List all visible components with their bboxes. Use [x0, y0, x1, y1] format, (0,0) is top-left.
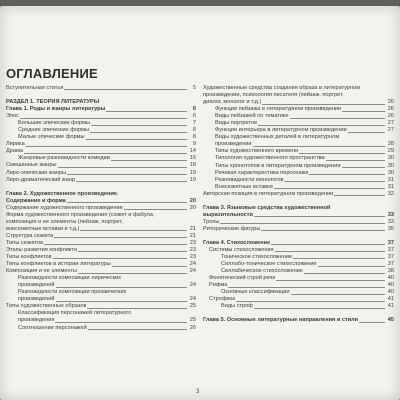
toc-leader-line: [261, 230, 385, 231]
toc-entry-title: Фонетический строй речи: [209, 275, 276, 282]
toc-entry-title: Строфика: [209, 296, 236, 303]
toc-entry: [203, 92, 394, 99]
toc-entry: [203, 275, 394, 282]
toc-heading: [6, 191, 196, 198]
toc-entry: [6, 310, 196, 317]
toc-leader-line: [258, 125, 385, 126]
toc-heading: [203, 212, 394, 219]
toc-entry: [203, 99, 394, 106]
toc-entry-title: Основные классификации: [221, 289, 290, 296]
toc-entry-title: произведений: [18, 282, 55, 289]
toc-entry-title: Глава 2. Художественное произведение.: [6, 190, 119, 197]
toc-leader-line: [111, 160, 187, 161]
section-gap: [203, 310, 394, 317]
toc-entry-title: Художественные средства создания образа в литературном: [203, 85, 361, 91]
toc-page-number: 8: [192, 134, 196, 141]
toc-heading: [6, 198, 196, 205]
toc-page-number: 14: [189, 148, 196, 155]
toc-page-number: 20: [189, 197, 196, 204]
toc-leader-line: [80, 230, 187, 231]
toc-page-number: 24: [189, 282, 196, 289]
toc-entry-title: Глава 3. Языковые средства художественной: [203, 204, 331, 211]
toc-entry: [203, 106, 394, 113]
toc-entry-title: Структура сюжета: [6, 232, 54, 239]
toc-entry: [203, 177, 394, 184]
toc-page-number: 31: [387, 183, 394, 190]
toc-entry: [6, 240, 196, 247]
toc-entry-title: Разновидности монологов: [215, 176, 284, 183]
toc-leader-line: [274, 188, 385, 189]
toc-entry: [6, 141, 196, 148]
toc-entry: [6, 233, 196, 240]
toc-entry: [203, 134, 394, 141]
toc-entry: [6, 303, 196, 310]
toc-page-number: 30: [387, 162, 394, 169]
toc-entry: [203, 120, 394, 127]
toc-entry-title: Лирика: [6, 141, 25, 148]
toc-entry: [6, 162, 196, 169]
toc-entry-title: Типология художественного пространства: [215, 155, 325, 162]
toc-page-number: 45: [387, 317, 394, 324]
toc-page-number: 21: [189, 232, 196, 239]
toc-entry-title: Разновидности композиции прозаических: [18, 289, 127, 296]
toc-leader-line: [290, 118, 385, 119]
toc-entry-title: Композиция и ее элементы: [6, 268, 78, 275]
toc-page-number: 19: [189, 169, 196, 176]
toc-entry: [203, 163, 394, 170]
toc-entry: [203, 303, 394, 310]
toc-leader-line: [304, 273, 385, 274]
toc-entry: [203, 170, 394, 177]
page-title: ОГЛАВЛЕНИЕ: [6, 66, 98, 81]
toc-page-number: 8: [192, 127, 196, 134]
toc-page-number: 23: [189, 239, 196, 246]
toc-page-number: 30: [387, 169, 394, 176]
toc-page-number: 38: [387, 268, 394, 275]
toc-page-number: 7: [192, 120, 196, 127]
toc-leader-line: [291, 294, 385, 295]
toc-entry: [203, 282, 394, 289]
toc-entry: [6, 296, 196, 303]
toc-entry: [6, 254, 196, 261]
toc-page-number: 27: [387, 120, 394, 127]
page-number: 3: [196, 389, 200, 395]
toc-leader-line: [254, 216, 385, 217]
toc-leader-line: [58, 167, 187, 168]
toc-entry: [203, 261, 394, 268]
toc-leader-line: [262, 104, 385, 105]
toc-entry-title: Малые эпические формы: [18, 134, 85, 141]
toc-entry-title: Виды пейзажей по тематике: [215, 113, 289, 120]
toc-entry: [6, 85, 196, 92]
toc-leader-line: [276, 280, 385, 281]
toc-heading: [203, 240, 394, 247]
toc-page-number: 33: [387, 218, 394, 225]
toc-page-number: 28: [387, 141, 394, 148]
toc-entry: [6, 261, 196, 268]
toc-entry-title: Рифма: [209, 282, 228, 289]
toc-leader-line: [228, 287, 385, 288]
toc-leader-line: [67, 174, 187, 175]
toc-leader-line: [342, 111, 385, 112]
toc-leader-line: [56, 287, 187, 288]
toc-heading: [203, 205, 394, 212]
toc-entry-title: Разновидности композиции лирических: [18, 275, 122, 282]
toc-leader-line: [236, 301, 385, 302]
toc-page-number: 26: [189, 324, 196, 331]
toc-page-number: 24: [189, 261, 196, 268]
toc-leader-line: [254, 308, 385, 309]
toc-entry: [6, 289, 196, 296]
toc-entry: [203, 226, 394, 233]
toc-leader-line: [76, 181, 187, 182]
toc-entry-title: Типы художественных образов: [6, 303, 87, 310]
toc-entry-title: диалог, монолог и т.д.): [203, 99, 262, 106]
toc-page-number: 29: [387, 148, 394, 155]
toc-right-column: [203, 85, 394, 324]
toc-leader-line: [275, 251, 385, 252]
toc-leader-line: [284, 181, 385, 182]
toc-entry-title: Тоническое стихосложение: [221, 254, 293, 261]
toc-page-number: 37: [387, 254, 394, 261]
toc-page-number: 33: [387, 211, 394, 218]
toc-page-number: 9: [192, 141, 196, 148]
toc-page-number: 24: [189, 268, 196, 275]
toc-page-number: 23: [189, 254, 196, 261]
toc-entry: [6, 205, 196, 212]
toc-page-number: 27: [387, 127, 394, 134]
toc-entry: [6, 155, 196, 162]
toc-entry-title: Типы хронотопов в литературном произведении: [215, 162, 341, 169]
toc-leader-line: [44, 244, 187, 245]
toc-page-number: 5: [192, 85, 196, 91]
toc-page-number: 40: [387, 275, 394, 282]
section-gap: [203, 198, 394, 205]
toc-entry-title: Виды художественных деталей в литературном: [215, 134, 340, 141]
toc-leader-line: [20, 118, 187, 119]
toc-entry-title: Эпос: [6, 113, 19, 120]
toc-entry-title: Этапы развития конфликта: [6, 246, 78, 253]
toc-entry: [6, 127, 196, 134]
toc-entry-title: Средние эпические формы: [18, 127, 90, 134]
toc-leader-line: [342, 167, 385, 168]
toc-page-number: 26: [387, 106, 394, 113]
toc-leader-line: [86, 139, 187, 140]
toc-page-number: 25: [189, 303, 196, 310]
toc-leader-line: [220, 223, 385, 224]
toc-leader-line: [78, 273, 187, 274]
toc-left-column: [6, 85, 196, 332]
toc-leader-line: [91, 125, 187, 126]
toc-leader-line: [112, 266, 187, 267]
toc-entry: [6, 226, 196, 233]
toc-entry: [6, 113, 196, 120]
toc-entry-title: Содержание и форма: [6, 197, 66, 204]
toc-entry-title: Лиро-эпические жанры: [6, 169, 67, 176]
section-gap: [203, 233, 394, 240]
toc-entry-title: Смешанные жанры: [6, 162, 57, 169]
toc-entry-title: Лиро-драматический жанр: [6, 176, 76, 183]
toc-leader-line: [334, 195, 385, 196]
toc-page-number: 6: [192, 106, 196, 113]
toc-page-number: 19: [189, 176, 196, 183]
toc-entry-title: Жанровые разновидности комедии: [18, 155, 110, 162]
toc-entry: [203, 85, 394, 92]
toc-entry-title: Глава 4. Стихосложение: [203, 239, 271, 246]
toc-entry-title: Силлабо-тоническое стихосложение: [221, 261, 317, 268]
toc-entry: [203, 219, 394, 226]
toc-entry: [6, 170, 196, 177]
toc-entry: [6, 247, 196, 254]
toc-leader-line: [67, 202, 187, 203]
toc-heading: [6, 106, 196, 113]
toc-leader-line: [299, 153, 385, 154]
toc-leader-line: [359, 322, 385, 323]
toc-leader-line: [293, 258, 385, 259]
toc-leader-line: [253, 146, 385, 147]
toc-entry-title: Силлабическое стихосложение: [221, 268, 303, 275]
toc-entry-title: произведений: [18, 296, 55, 303]
toc-leader-line: [64, 89, 187, 90]
toc-entry: [203, 296, 394, 303]
toc-entry: [203, 113, 394, 120]
toc-page-number: 40: [387, 282, 394, 289]
toc-page-number: 35: [387, 225, 394, 232]
toc-entry-title: Функции интерьера в литературном произведении: [215, 127, 347, 134]
toc-entry: [6, 268, 196, 275]
toc-leader-line: [309, 174, 385, 175]
toc-entry: [6, 177, 196, 184]
toc-entry-title: Авторская позиция в литературном произведении: [203, 190, 334, 197]
toc-leader-line: [326, 160, 385, 161]
toc-entry-title: Форма художественного произведения (сюжет и фабула,: [6, 211, 155, 218]
toc-entry: [6, 282, 196, 289]
toc-page-number: 20: [189, 204, 196, 211]
toc-page-number: 37: [387, 261, 394, 268]
toc-leader-line: [90, 132, 187, 133]
toc-leader-line: [348, 132, 385, 133]
toc-page-number: 30: [387, 155, 394, 162]
toc-leader-line: [88, 329, 187, 330]
toc-entry-title: внесюжетные вставки и т.д.): [6, 225, 80, 232]
toc-entry-title: Драма: [6, 148, 23, 155]
toc-heading: [203, 317, 394, 324]
toc-entry: [6, 148, 196, 155]
toc-leader-line: [78, 251, 187, 252]
toc-page-number: 23: [189, 246, 196, 253]
toc-page-number: 24: [189, 296, 196, 303]
toc-entry-title: Типы конфликтов: [6, 254, 52, 261]
toc-entry-title: Глава 5. Основные литературные направления и стили: [203, 317, 359, 324]
toc-entry: [6, 120, 196, 127]
toc-entry-title: произведения: [18, 317, 55, 324]
toc-leader-line: [55, 322, 187, 323]
toc-entry-title: Вступительная статья: [6, 85, 64, 91]
toc-leader-line: [87, 308, 187, 309]
toc-page-number: 6: [192, 113, 196, 120]
toc-entry-title: Речевая характеристика персонажа: [215, 169, 309, 176]
toc-entry: [6, 212, 196, 219]
toc-entry-title: композиция и ее элементы (пейзаж, портрет,: [6, 218, 123, 225]
toc-entry-title: РАЗДЕЛ 1. ТЕОРИЯ ЛИТЕРАТУРЫ: [6, 99, 100, 106]
section-gap: [6, 92, 196, 99]
toc-entry-title: Содержание художественного произведения: [6, 204, 123, 211]
toc-entry: [203, 155, 394, 162]
toc-heading: [6, 99, 196, 106]
toc-leader-line: [54, 237, 187, 238]
section-gap: [6, 184, 196, 191]
toc-entry-title: Виды портретов: [215, 120, 258, 127]
toc-entry-title: произведении, психология писателя (пейзаж, портрет,: [203, 92, 344, 99]
toc-entry: [203, 247, 394, 254]
toc-entry-title: Внесюжетные вставки: [215, 183, 273, 190]
toc-entry: [6, 134, 196, 141]
toc-leader-line: [318, 266, 385, 267]
toc-entry-title: Типы художественного времени: [215, 148, 299, 155]
toc-entry: [203, 148, 394, 155]
toc-entry: [203, 191, 394, 198]
toc-entry-title: Функции пейзажа в литературном произведении: [215, 106, 342, 113]
toc-page-number: 37: [387, 246, 394, 253]
toc-page-number: 16: [189, 155, 196, 162]
toc-page-number: 26: [387, 99, 394, 106]
toc-entry-title: Риторические фигуры: [203, 225, 261, 232]
toc-entry-title: Системы стихосложения: [209, 246, 274, 253]
toc-entry-title: Большие эпические формы: [18, 120, 90, 127]
toc-entry-title: Глава 1. Роды и жанры литературы: [6, 106, 106, 113]
toc-page-number: 41: [387, 296, 394, 303]
toc-entry: [6, 275, 196, 282]
toc-leader-line: [24, 153, 187, 154]
toc-page-number: 25: [189, 317, 196, 324]
toc-page-number: 37: [387, 239, 394, 246]
toc-entry-title: выразительности: [203, 211, 253, 218]
toc-page-number: 41: [387, 303, 394, 310]
toc-entry: [203, 141, 394, 148]
toc-leader-line: [56, 301, 187, 302]
toc-entry: [203, 289, 394, 296]
toc-entry-title: Типы сюжетов: [6, 239, 44, 246]
book-page: [0, 6, 400, 400]
toc-leader-line: [53, 258, 187, 259]
toc-entry-title: Типы конфликтов в истории литературы: [6, 261, 111, 268]
toc-entry-title: Тропы: [203, 218, 220, 225]
toc-entry: [203, 254, 394, 261]
toc-leader-line: [124, 209, 187, 210]
toc-entry: [6, 219, 196, 226]
toc-entry: [203, 184, 394, 191]
toc-leader-line: [106, 111, 187, 112]
toc-page-number: 21: [189, 225, 196, 232]
toc-entry: [6, 325, 196, 332]
toc-page-number: 32: [387, 190, 394, 197]
toc-leader-line: [271, 244, 385, 245]
toc-page-number: 40: [387, 289, 394, 296]
toc-entry-title: произведении: [215, 141, 252, 148]
toc-entry: [203, 127, 394, 134]
toc-entry-title: Виды строф: [221, 303, 253, 310]
toc-entry-title: Соотношение персонажей: [18, 324, 87, 331]
toc-page-number: 31: [387, 176, 394, 183]
toc-page-number: 18: [189, 162, 196, 169]
toc-leader-line: [26, 146, 187, 147]
toc-page-number: 26: [387, 113, 394, 120]
toc-entry: [203, 268, 394, 275]
toc-entry: [6, 317, 196, 324]
toc-entry-title: Классификация персонажей литературного: [18, 310, 132, 317]
